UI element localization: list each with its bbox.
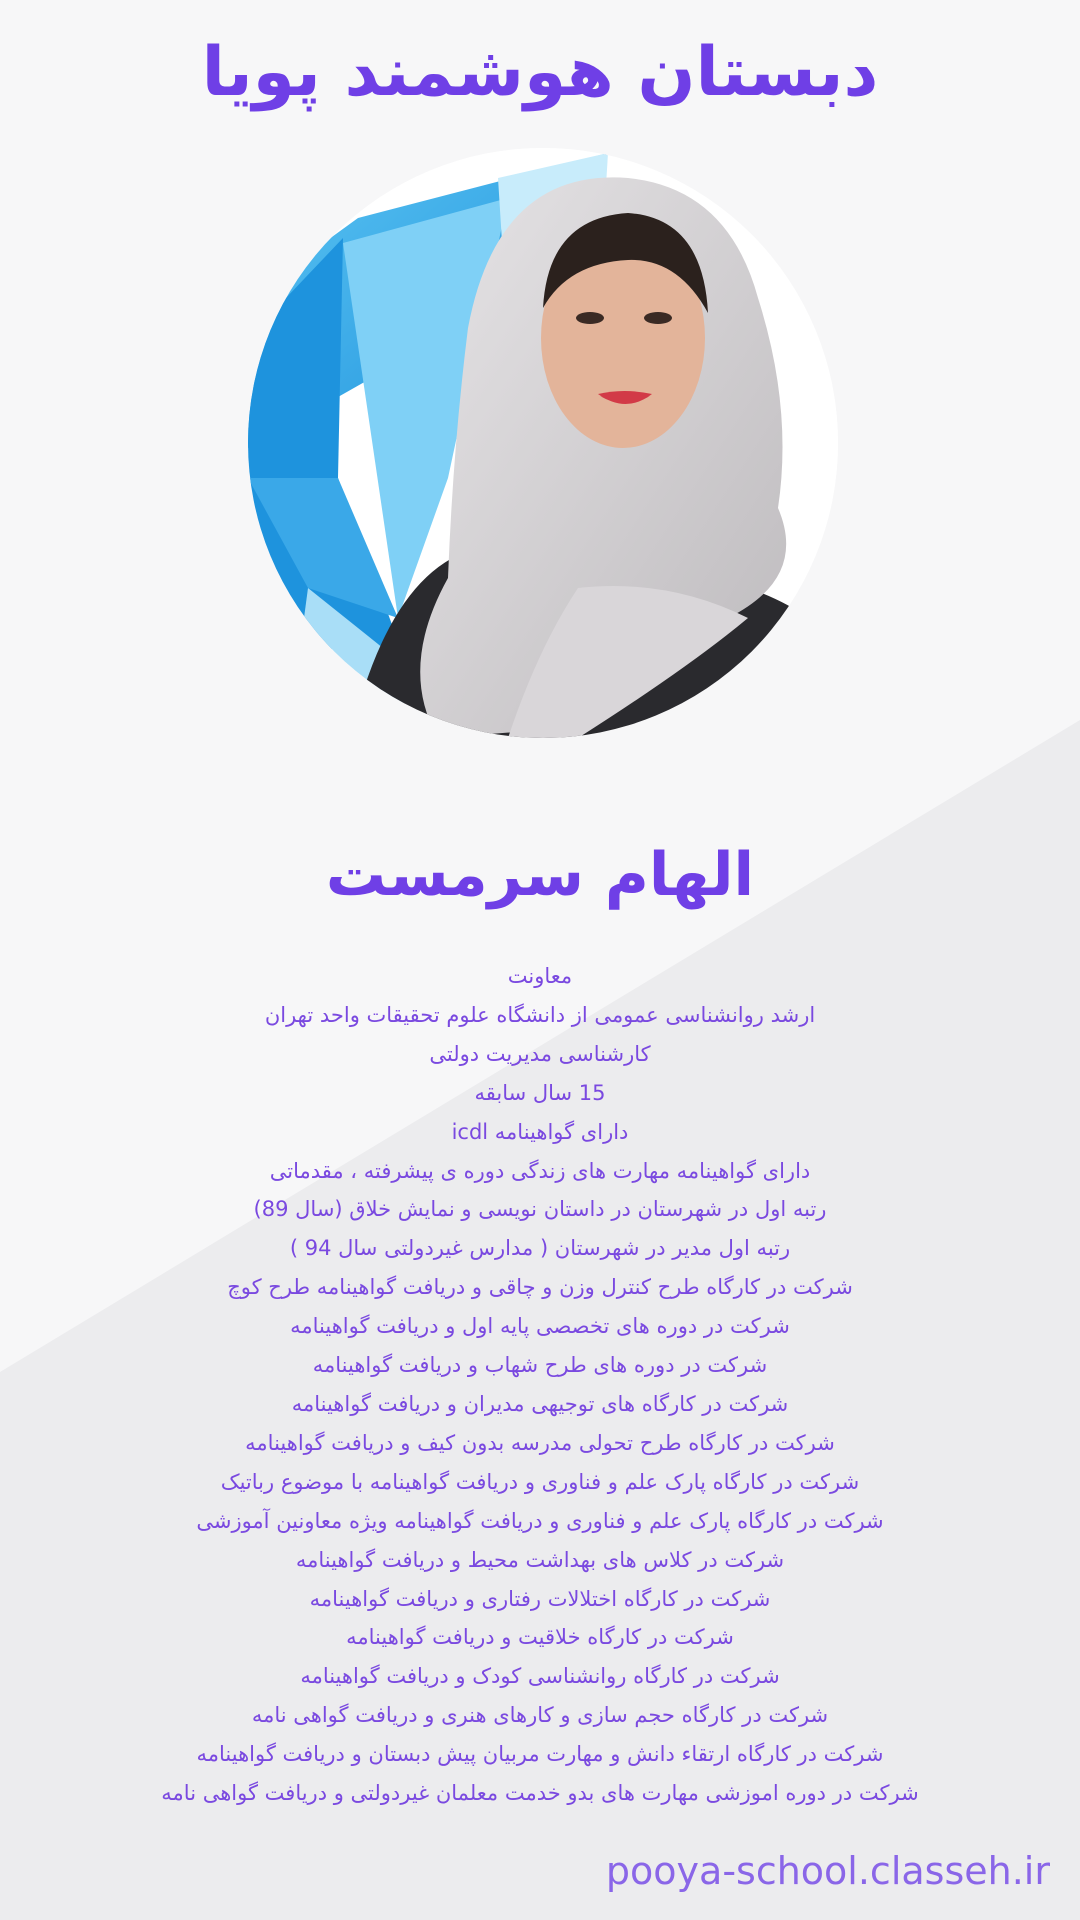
school-title: دبستان هوشمند پویا [201, 33, 879, 112]
bio-item: شرکت در کارگاه روانشناسی کودک و دریافت گواهینامه [300, 1664, 780, 1689]
bio-item: شرکت در کارگاه طرح تحولی مدرسه بدون کیف و دریافت گواهینامه [245, 1430, 835, 1455]
website-url: pooya-school.classeh.ir [605, 1849, 1050, 1893]
bio-item: دارای گواهینامه icdl [451, 1119, 629, 1144]
bio-item: شرکت در دوره های طرح شهاب و دریافت گواهینامه [312, 1353, 768, 1378]
bio-role: معاونت [507, 964, 573, 988]
person-name: الهام سرمست [325, 840, 755, 910]
bio-item: شرکت در کارگاه پارک علم و فناوری و دریافت گواهینامه با موضوع رباتیک [220, 1469, 860, 1494]
bio-item: شرکت در کارگاه خلاقیت و دریافت گواهینامه [346, 1625, 734, 1650]
bio-item: شرکت در کارگاه ارتقاء دانش و مهارت مربیان پیش دبستان و دریافت گواهینامه [196, 1742, 884, 1767]
bio-item: شرکت در دوره اموزشی مهارت های بدو خدمت معلمان غیردولتی و دریافت گواهی نامه [161, 1781, 919, 1806]
portrait-photo-icon [248, 148, 838, 738]
bio-item: شرکت در کارگاه اختلالات رفتاری و دریافت گواهینامه [309, 1586, 771, 1611]
bio-item: شرکت در دوره های تخصصی پایه اول و دریافت گواهینامه [290, 1314, 790, 1339]
bio-item: ارشد روانشناسی عمومی از دانشگاه علوم تحقیقات واحد تهران [264, 1002, 816, 1027]
bio-item: شرکت در کارگاه طرح کنترل وزن و چاقی و دریافت گواهینامه طرح کوچ [227, 1275, 853, 1300]
bio-item: کارشناسی مدیریت دولتی [429, 1041, 651, 1066]
bio-list [0, 957, 1080, 1813]
bio-item: شرکت در کارگاه های توجیهی مدیران و دریافت گواهینامه [291, 1391, 789, 1416]
bio-item: شرکت در کارگاه حجم سازی و کارهای هنری و دریافت گواهی نامه [251, 1703, 829, 1728]
bio-item: دارای گواهینامه مهارت های زندگی دوره ی پیشرفته ، مقدماتی [269, 1158, 811, 1183]
profile-photo [248, 148, 838, 738]
bio-item: شرکت در کارگاه پارک علم و فناوری و دریافت گواهینامه ویژه معاونین آموزشی [196, 1508, 884, 1533]
bio-item: شرکت در کلاس های بهداشت محیط و دریافت گواهینامه [295, 1547, 785, 1572]
bio-item: رتبه اول در شهرستان در داستان نویسی و نمایش خلاق (سال 89) [253, 1197, 827, 1222]
bio-item: رتبه اول مدیر در شهرستان ( مدارس غیردولتی سال 94 ) [289, 1236, 791, 1261]
bio-item: 15 سال سابقه [474, 1080, 606, 1105]
